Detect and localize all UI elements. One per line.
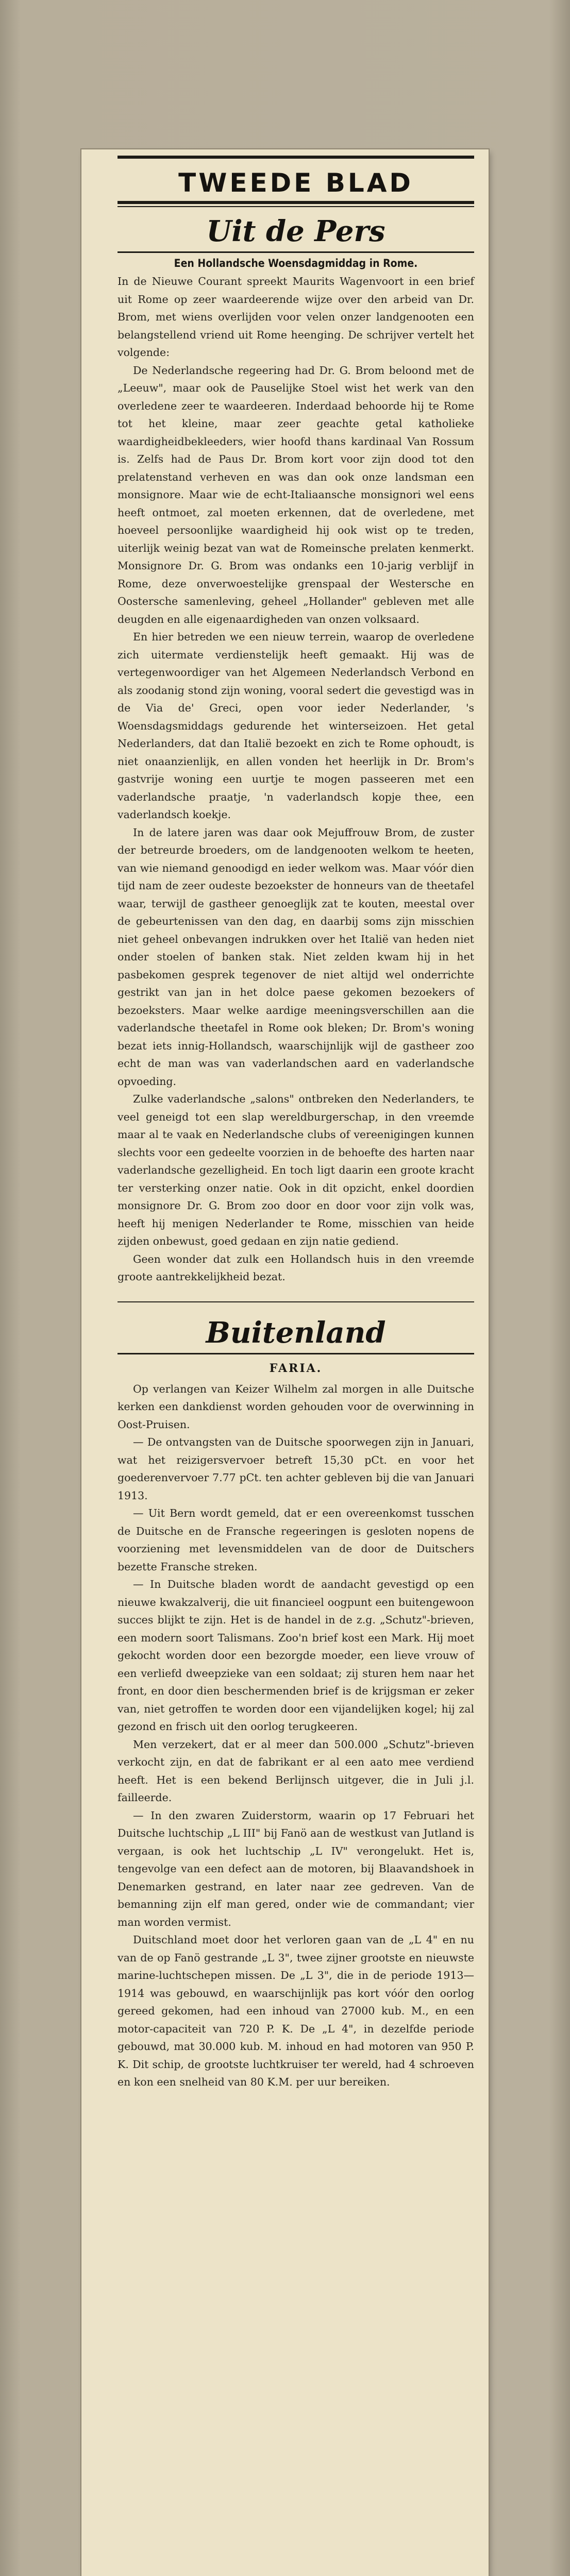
band-rule (118, 201, 474, 207)
uit-de-pers-title: Uit de Pers (206, 214, 385, 248)
article-paragraph: Geen wonder dat zulk een Hollandsch huis in den vreemde groote aantrekkelijkheid bezat. (118, 1252, 474, 1283)
news-paragraph: Duitschland moet door het verloren gaan van de „L 4" en nu van de op Fanö gestrande „L 3", twee zijner grootste en nieuwste marine-luchtschepen missen. De „L 3", die in de periode 1913—1914 was gebouwd, en waarschijnlijk pas kort vóór den oorlog gereed gekomen, had een inhoud van 27000 kub. M., en een motor-capaciteit van 720 P. K. De „L 4", in dezelfde periode gebouwd, mat 30.000 kub. M. inhoud en had motoren van 950 P. K. Dit schip, de grootste luchtkruiser ter wereld, had 4 schroeven en kon een snelheid van 80 K.M. per uur bereiken. (118, 1934, 474, 2088)
news-paragraph: — De ontvangsten van de Duitsche spoorwegen zijn in Januari, wat het reizigersvervoer betreft 15,30 pCt. en voor het goederenvervoer 7.77 pCt. ten achter gebleven bij die van Januari 1913. (118, 1436, 474, 1502)
article-paragraph: En hier betreden we een nieuw terrein, waarop de overledene zich uitermate verdienstelijk heeft gemaakt. Hij was de vertegenwoordiger van het Algemeen Nederlandsch Verbond en als zoodanig stond zijn woning, vooral sedert die gevestigd was in de Via de' Greci, open voor ieder Nederlander, 's Woensdagsmiddags gedurende het winterseizoen. Het getal Nederlanders, dat dan Italië bezoekt en zich te Rome ophoudt, is niet onaanzienlijk, en allen vonden het heerlijk in Dr. Brom's gastvrije woning een uurtje te mogen passeeren met een vaderlandsche praatje, 'n vaderlandsch kopje thee, een vaderlandsch koekje. (118, 631, 474, 821)
buitenland-byline: FARIA. (269, 1361, 323, 1375)
article-paragraph: De Nederlandsche regeering had Dr. G. Brom beloond met de „Leeuw", maar ook de Pauselijke Stoel wist het werk van den overledene zeer te waardeeren. Inderdaad behoorde hij te Rome tot het kleine, maar zeer geachte getal katholieke waardigheidbekleeders, wier hoofd thans kardinaal Van Rossum is. Zelfs had de Paus Dr. Brom kort voor zijn dood tot den prelatenstand verheven en was dan ook onze landsman een monsignore. Maar wie de echt-Italiaansche monsignori wel eens heeft ontmoet, zal moeten erkennen, dat de overledene, met hoeveel persoonlijke waardigheid hij ook wist op te treden, uiterlijk weinig bezat van wat de Romeinsche prelaten kenmerkt. Monsignore Dr. G. Brom was ondanks een 10-jarig verblijf in Rome, deze onverwoestelijke grenspaal der Westersche en Oostersche samenleving, geheel „Hollander" gebleven met alle deugden en alle eigenaardigheden van onzen volksaard. (118, 364, 474, 625)
clipping-column (118, 156, 474, 2534)
clipping-lower-blank (118, 2091, 474, 2534)
news-paragraph: Op verlangen van Keizer Wilhelm zal morgen in alle Duitsche kerken een dankdienst worden gehouden voor de overwinning in Oost-Pruisen. (118, 1382, 474, 1431)
uit-de-pers-section (118, 214, 474, 1286)
newspaper-clipping (81, 149, 489, 2576)
news-paragraph: — In den zwaren Zuiderstorm, waarin op 17 Februari het Duitsche luchtschip „L III" bij Fanö aan de westkust van Jutland is vergaan, is ook het luchtschip „L IV" verongelukt. Het is, tengevolge van een defect aan de motoren, bij Blaavandshoek in Denemarken gestrand, en later naar zee gedreven. Van de bemanning zijn elf man gered, onder wie de commandant; vier man worden vermist. (118, 1809, 474, 1928)
buitenland-title: Buitenland (206, 1315, 386, 1350)
news-paragraph: — In Duitsche bladen wordt de aandacht gevestigd op een nieuwe kwakzalverij, die uit financieel oogpunt een buitengewoon succes blijkt te zijn. Het is de handel in de z.g. „Schutz"-brieven, een modern soort Talismans. Zoo'n brief kost een Mark. Hij moet gekocht worden door een bezorgde moeder, een lieve vrouw of een verliefd dweepzieke van een soldaat; zij sturen hem naar het front, en door dien beschermenden brief is de krijgsman er zeker van, niet getroffen te worden door een vijandelijken kogel; hij zal gezond en frisch uit den oorlog terugkeeren. (118, 1578, 474, 1733)
news-paragraph: — Uit Bern wordt gemeld, dat er een overeenkomst tusschen de Duitsche en de Fransche regeeringen is gesloten nopens de voorziening met levensmiddelen van de door de Duitschers bezette Fransche streken. (118, 1507, 474, 1573)
section-rule (118, 1353, 474, 1354)
section-rule (118, 251, 474, 253)
section-divider (118, 1301, 474, 1302)
band-title: TWEEDE BLAD (178, 168, 413, 198)
article-headline: Een Hollandsche Woensdagmiddag in Rome. (174, 257, 418, 269)
article-paragraph: Zulke vaderlandsche „salons" ontbreken den Nederlanders, te veel geneigd tot een slap wereldburgerschap, in den vreemde maar al te vaak en Nederlandsche clubs of vereenigingen kunnen slechts voor een gedeelte voorzien in de behoefte des harten naar vaderlandsche gezelligheid. En toch ligt daarin een groote kracht ter versterking onzer natie. Ook in dit opzicht, enkel doordien monsignore Dr. G. Brom zoo door en door voor zijn volk was, heeft hij menigen Nederlander te Rome, misschien van heide zijden onbewust, goed gedaan en zijn natie gediend. (118, 1093, 474, 1247)
top-rule (118, 156, 474, 159)
article-paragraph: In de latere jaren was daar ook Mejuffrouw Brom, de zuster der betreurde broeders, om de landgenooten welkom te heeten, van wie niemand genoodigd en ieder welkom was. Maar vóór dien tijd nam de zeer oudeste bezoekster de honneurs van de theetafel waar, terwijl de gastheer genoeglijk zat te kouten, meestal over de gebeurtenissen van den dag, en daarbij soms zijn misschien niet geheel onbevangen indrukken over het Italië van heden niet onder stoelen of banken stak. Niet zelden kwam hij in het pasbekomen gesprek tegenover de niet altijd wel onderrichte gestrikt van jan in het dolce paese gekomen bezoekers of bezoeksters. Maar welke aardige meeningsverschillen aan die vaderlandsche theetafel in Rome ook bleken; Dr. Brom's woning bezat iets innig-Hollandsch, waarschijnlijk wijl de gastheer zoo echt de man was van vaderlandschen aard en vaderlandsche opvoeding. (118, 826, 474, 1088)
article-paragraph: In de Nieuwe Courant spreekt Maurits Wagenvoort in een brief uit Rome op zeer waardeerende wijze over den arbeid van Dr. Brom, met wiens overlijden voor velen onzer landgenooten een belangstellend vriend uit Rome heenging. De schrijver vertelt het volgende: (118, 275, 474, 359)
news-paragraph: Men verzekert, dat er al meer dan 500.000 „Schutz"-brieven verkocht zijn, en dat de fabrikant er al een aato mee verdiend heeft. Het is een bekend Berlijnsch uitgever, die in Juli j.l. failleerde. (118, 1738, 474, 1804)
buitenland-section (118, 1316, 474, 2091)
